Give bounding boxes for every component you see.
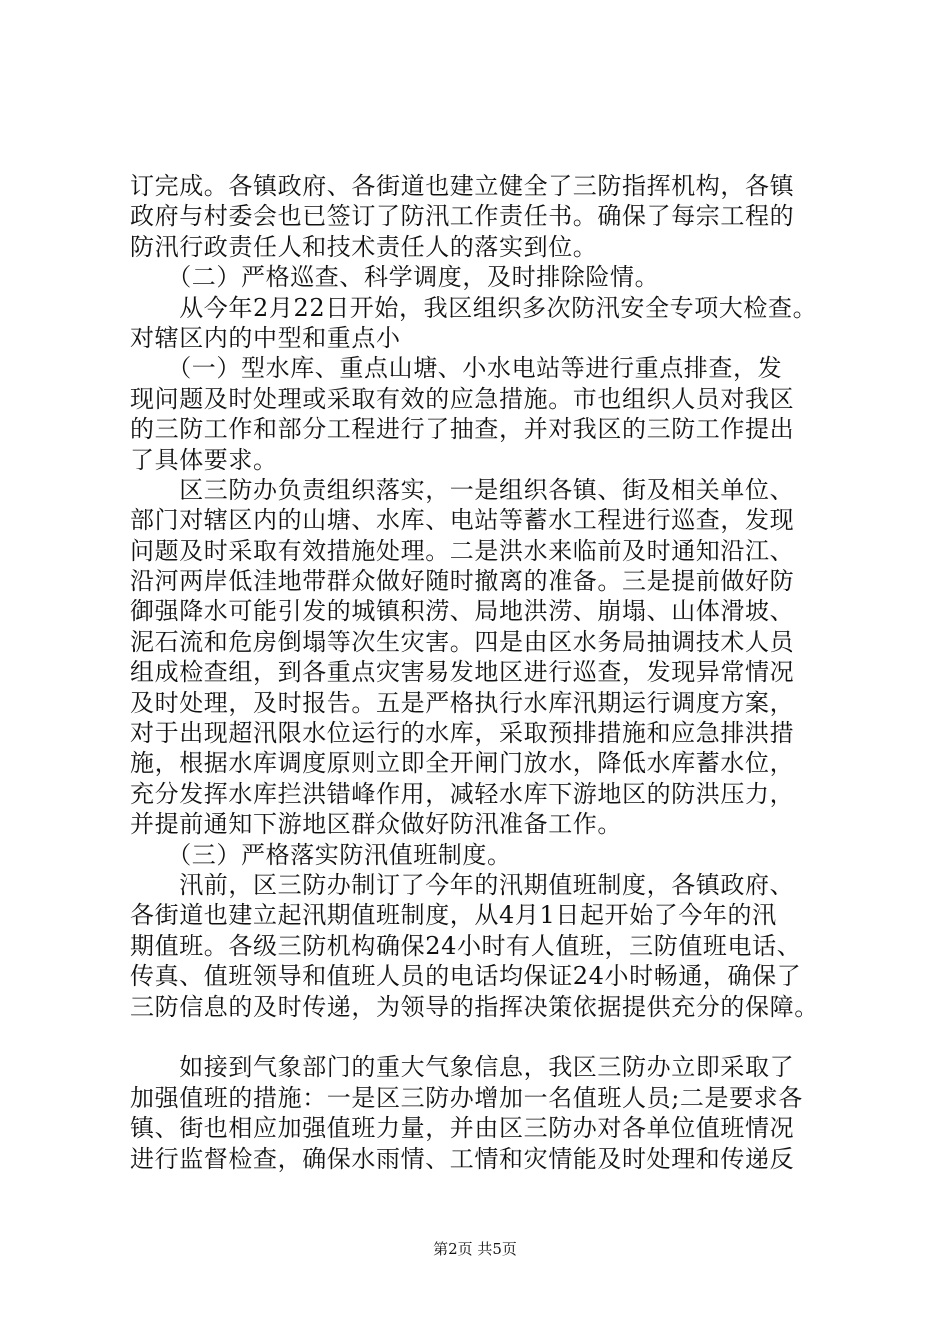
text-line: 并提前通知下游地区群众做好防汛准备工作。 (130, 810, 622, 839)
text-line: 组成检查组，到各重点灾害易发地区进行巡查，发现异常情况 (130, 658, 795, 687)
text-line: 部门对辖区内的山塘、水库、电站等蓄水工程进行巡查，发现 (130, 506, 795, 535)
text-line: 传真、值班领导和值班人员的电话均保证24小时畅通，确保了 (130, 962, 802, 991)
text-line: 进行监督检查，确保水雨情、工情和灾情能及时处理和传递反 (130, 1144, 795, 1173)
text-line: （三）严格落实防汛值班制度。 (130, 840, 512, 869)
text-line: 及时处理，及时报告。五是严格执行水库汛期运行调度方案， (130, 688, 795, 717)
text-line: 各街道也建立起汛期值班制度，从4月1日起开始了今年的汛 (130, 901, 777, 930)
text-line: 如接到气象部门的重大气象信息，我区三防办立即采取了 (130, 1053, 795, 1082)
text-line: 的三防工作和部分工程进行了抽查，并对我区的三防工作提出 (130, 415, 795, 444)
text-line: 订完成。各镇政府、各街道也建立健全了三防指挥机构，各镇 (130, 172, 795, 200)
text-line: （二）严格巡查、科学调度，及时排除险情。 (130, 263, 660, 292)
page-footer: 第2页 共5页 (433, 1240, 517, 1258)
text-line: 三防信息的及时传递，为领导的指挥决策依据提供充分的保障。 (130, 992, 819, 1021)
text-line: （一）型水库、重点山塘、小水电站等进行重点排查，发 (130, 354, 783, 383)
text-line: 对辖区内的中型和重点小 (130, 323, 401, 352)
text-line: 问题及时采取有效措施处理。二是洪水来临前及时通知沿江、 (130, 536, 795, 565)
text-line: 御强降水可能引发的城镇积涝、局地洪涝、崩塌、山体滑坡、 (130, 597, 795, 626)
text-line: 镇、街也相应加强值班力量，并由区三防办对各单位值班情况 (130, 1114, 795, 1143)
text-line: 泥石流和危房倒塌等次生灾害。四是由区水务局抽调技术人员 (130, 627, 795, 656)
paragraph-gap (130, 1022, 830, 1052)
document-body (130, 171, 830, 1174)
text-line: 政府与村委会也已签订了防汛工作责任书。确保了每宗工程的 (130, 202, 795, 231)
text-line: 期值班。各级三防机构确保24小时有人值班，三防值班电话、 (130, 931, 802, 960)
text-line: 充分发挥水库拦洪错峰作用，减轻水库下游地区的防洪压力， (130, 779, 795, 808)
text-line: 了具体要求。 (130, 445, 278, 474)
text-line: 现问题及时处理或采取有效的应急措施。市也组织人员对我区 (130, 384, 795, 413)
text-line: 对于出现超汛限水位运行的水库，采取预排措施和应急排洪措 (130, 719, 795, 748)
text-line: 防汛行政责任人和技术责任人的落实到位。 (130, 232, 598, 261)
text-line: 汛前，区三防办制订了今年的汛期值班制度，各镇政府、 (130, 870, 795, 899)
text-line: 加强值班的措施：一是区三防办增加一名值班人员;二是要求各 (130, 1083, 803, 1112)
text-line: 施，根据水库调度原则立即全开闸门放水，降低水库蓄水位， (130, 749, 795, 778)
text-line: 沿河两岸低洼地带群众做好随时撤离的准备。三是提前做好防 (130, 567, 795, 596)
text-line: 区三防办负责组织落实，一是组织各镇、街及相关单位、 (130, 475, 795, 504)
text-line: 从今年2月22日开始，我区组织多次防汛安全专项大检查。 (130, 293, 818, 322)
